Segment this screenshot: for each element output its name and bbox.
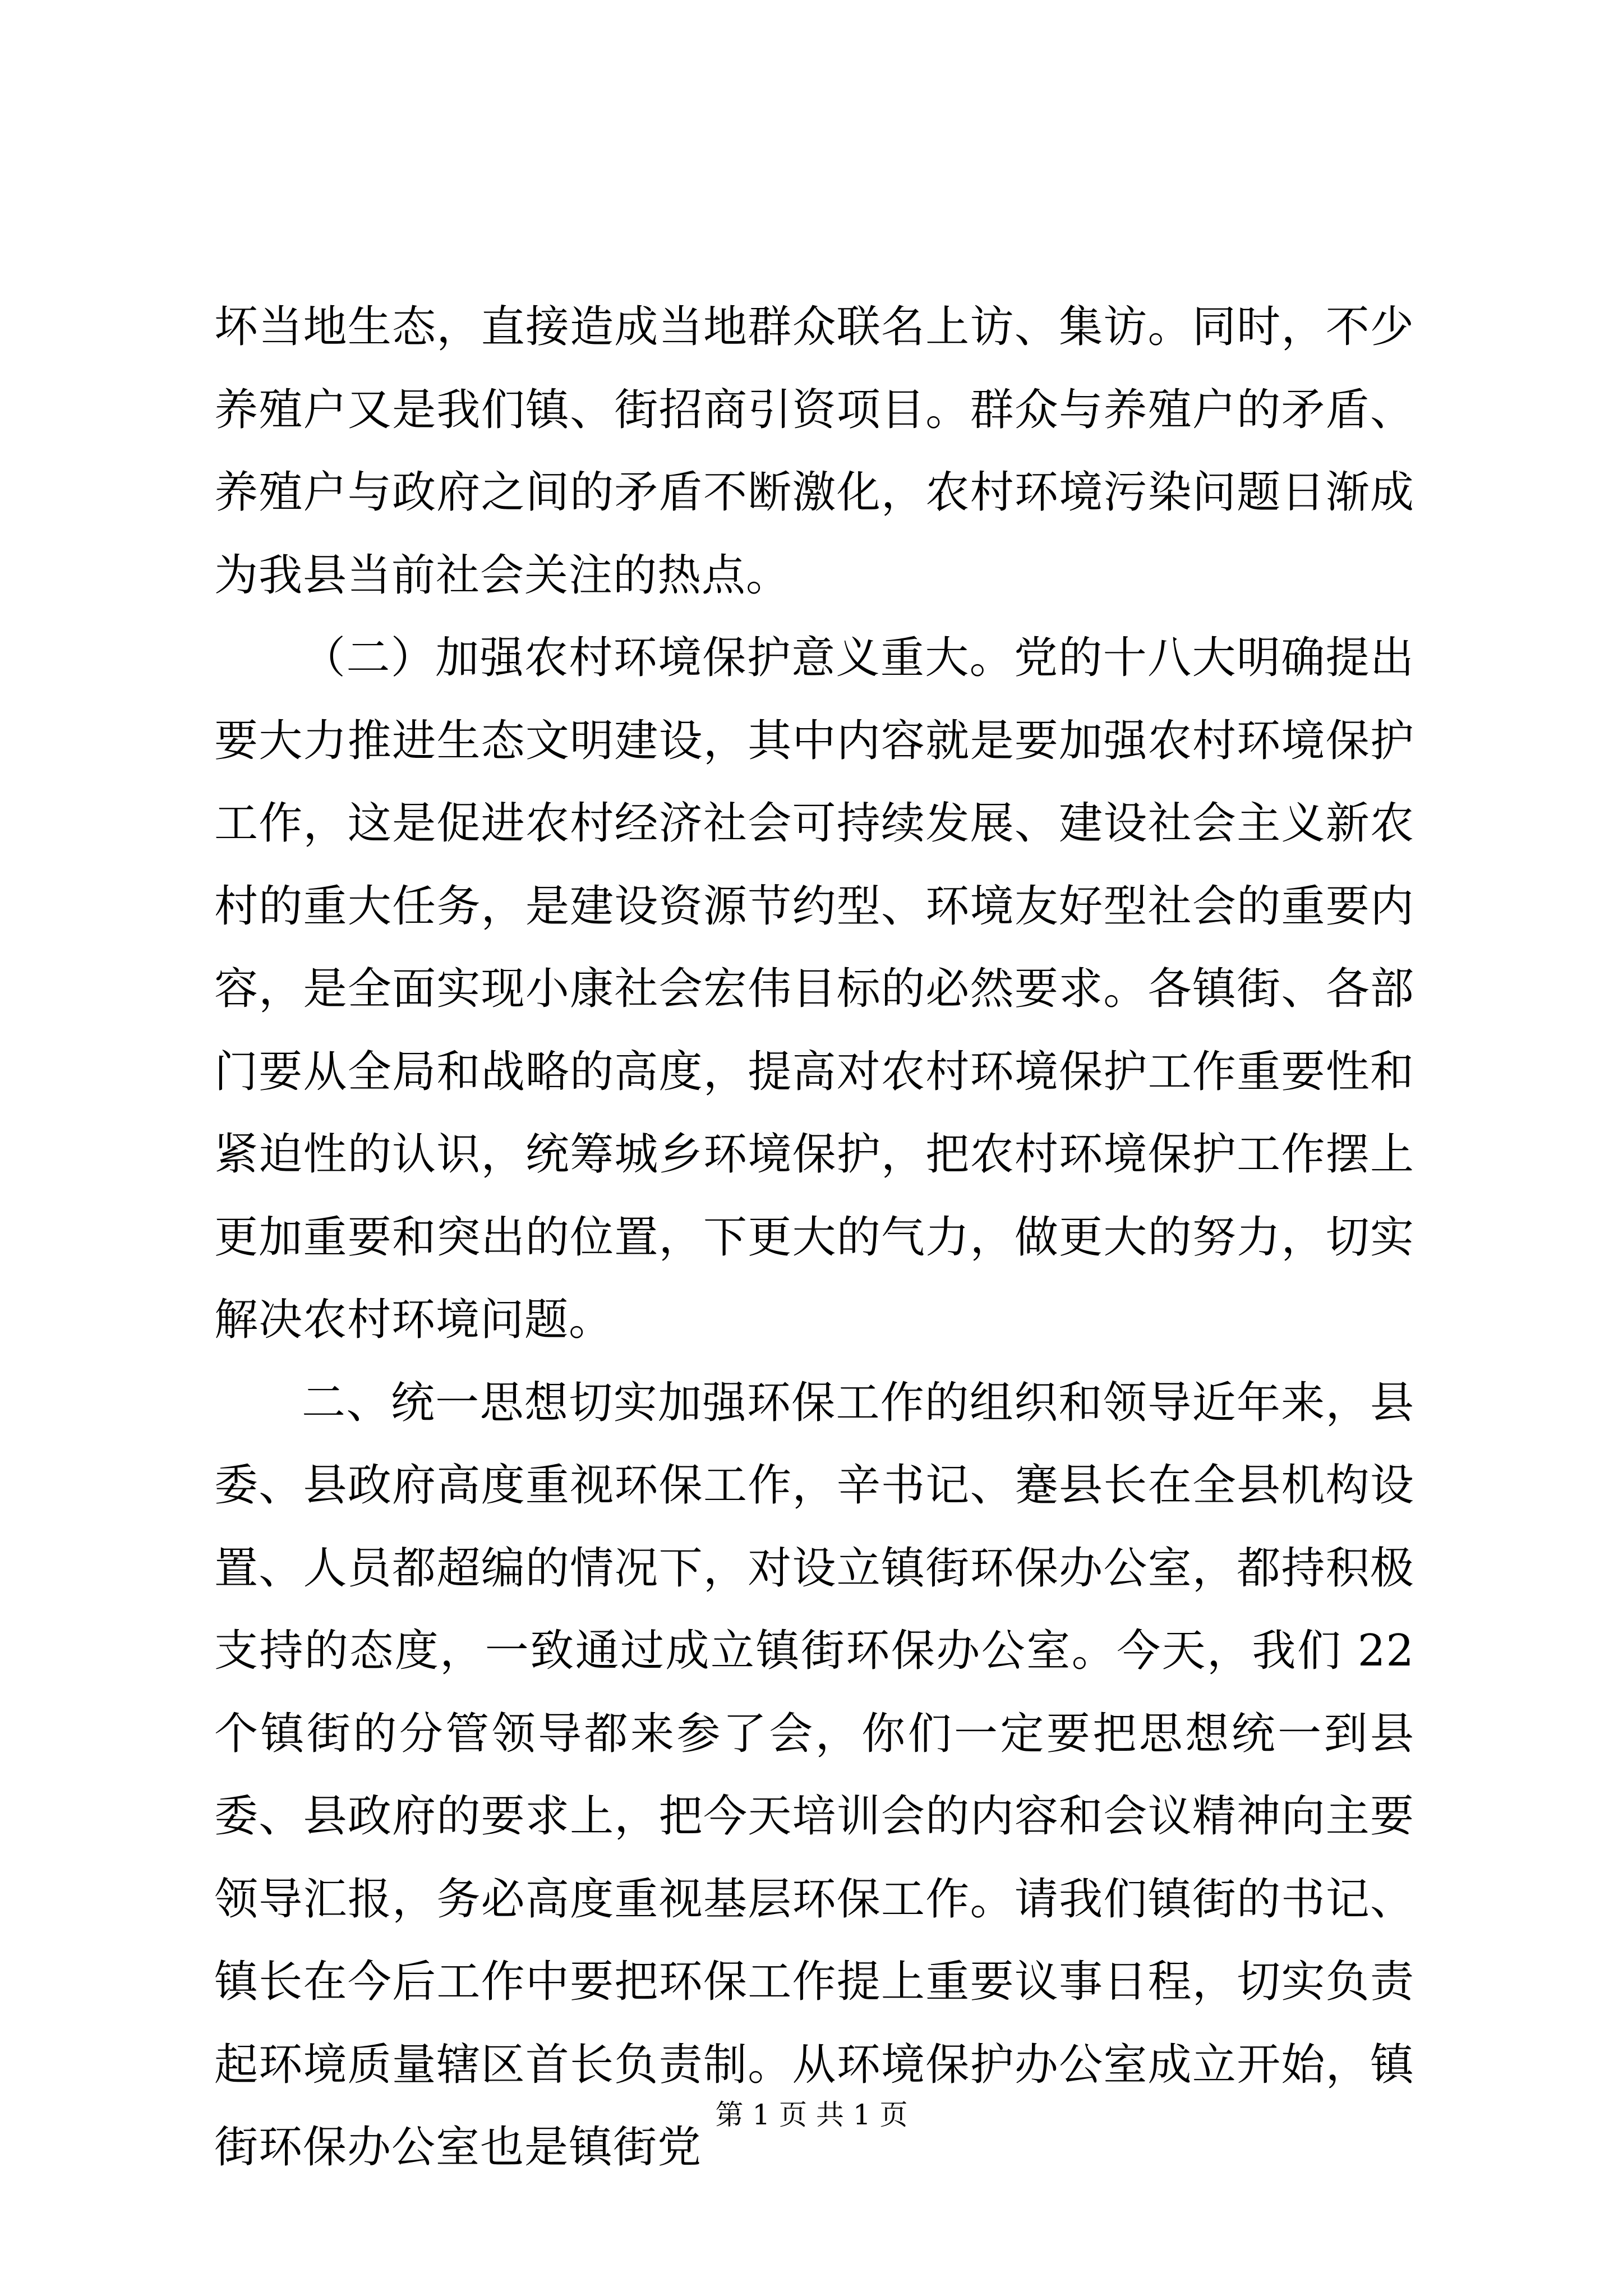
paragraph-2: （二）加强农村环境保护意义重大。党的十八大明确提出要大力推进生态文明建设，其中内容就是要加强农村环境保护工作，这是促进农村经济社会可持续发展、建设社会主义新农村的重大任务，是建设资源节约型、环境友好型社会的重要内容，是全面实现小康社会宏伟目标的必然要求。各镇街、各部门要从全局和战略的高度，提高对农村环境保护工作重要性和紧迫性的认识，统筹城乡环境保护，把农村环境保护工作摆上更加重要和突出的位置，下更大的气力，做更大的努力，切实解决农村环境问题。: [214, 633, 1414, 1345]
paragraph-1: 坏当地生态，直接造成当地群众联名上访、集访。同时，不少养殖户又是我们镇、街招商引资项目。群众与养殖户的矛盾、养殖户与政府之间的矛盾不断激化，农村环境污染问题日渐成为我县当前社会关注的热点。: [214, 302, 1414, 601]
document-body: [214, 286, 1414, 2189]
paragraph-3: 二、统一思想切实加强环保工作的组织和领导近年来，县委、县政府高度重视环保工作，辛书记、蹇县长在全县机构设置、人员都超编的情况下，对设立镇街环保办公室，都持积极支持的态度，一致通过成立镇街环保办公室。今天，我们 22 个镇街的分管领导都来参了会，你们一定要把思想统一到县委、县政府的要求上，把今天培训会的内容和会议精神向主要领导汇报，务必高度重视基层环保工作。请我们镇街的书记、镇长在今后工作中要把环保工作提上重要议事日程，切实负责起环境质量辖区首长负责制。从环境保护办公室成立开始，镇街环保办公室也是镇街党: [214, 1377, 1414, 2173]
page-footer: 第 1 页 共 1 页: [715, 2099, 908, 2131]
